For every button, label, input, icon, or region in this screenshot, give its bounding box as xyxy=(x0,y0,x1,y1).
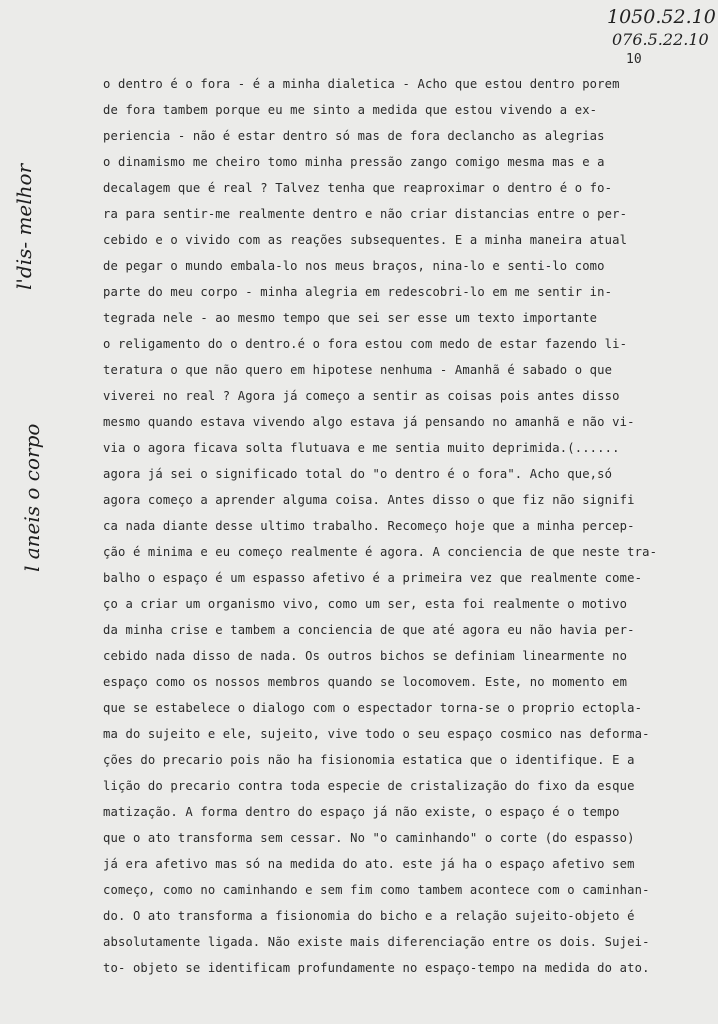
text-line: da minha crise e tambem a conciencia de que até agora eu não havia per- xyxy=(103,623,635,637)
margin-handwritten-note-top: l'dis- melhor xyxy=(12,163,36,290)
text-line: lição do precario contra toda especie de cristalização do fixo da esque xyxy=(103,779,635,793)
text-line: via o agora ficava solta flutuava e me sentia muito deprimida.(...... xyxy=(103,441,620,455)
text-line: que o ato transforma sem cessar. No "o caminhando" o corte (do espasso) xyxy=(103,831,635,845)
text-line: o dentro é o fora - é a minha dialetica - Acho que estou dentro porem xyxy=(103,77,620,91)
text-line: o religamento do o dentro.é o fora estou com medo de estar fazendo li- xyxy=(103,337,628,351)
text-line: mesmo quando estava vivendo algo estava já pensando no amanhã e não vi- xyxy=(103,415,635,429)
text-line: absolutamente ligada. Não existe mais diferenciação entre os dois. Sujei- xyxy=(103,935,650,949)
text-line: teratura o que não quero em hipotese nenhuma - Amanhã é sabado o que xyxy=(103,363,613,377)
text-line: agora começo a aprender alguma coisa. Antes disso o que fiz não signifi xyxy=(103,493,635,507)
margin-handwritten-note-bottom: l aneis o corpo xyxy=(20,423,44,572)
text-line: de fora tambem porque eu me sinto a medida que estou vivendo a ex- xyxy=(103,103,598,117)
archive-code-2: 076.5.22.10 xyxy=(612,30,709,49)
text-line: balho o espaço é um espasso afetivo é a primeira vez que realmente come- xyxy=(103,571,643,585)
text-line: viverei no real ? Agora já começo a sentir as coisas pois antes disso xyxy=(103,389,620,403)
text-line: do. O ato transforma a fisionomia do bicho e a relação sujeito-objeto é xyxy=(103,909,635,923)
text-line: tegrada nele - ao mesmo tempo que sei ser esse um texto importante xyxy=(103,311,598,325)
text-line: parte do meu corpo - minha alegria em redescobri-lo em me sentir in- xyxy=(103,285,613,299)
text-line: ra para sentir-me realmente dentro e não criar distancias entre o per- xyxy=(103,207,628,221)
text-line: ções do precario pois não ha fisionomia estatica que o identifique. E a xyxy=(103,753,635,767)
text-line: decalagem que é real ? Talvez tenha que reaproximar o dentro é o fo- xyxy=(103,181,613,195)
text-line: espaço como os nossos membros quando se locomovem. Este, no momento em xyxy=(103,675,628,689)
text-line: cebido e o vivido com as reações subsequentes. E a minha maneira atual xyxy=(103,233,628,247)
text-line: matização. A forma dentro do espaço já não existe, o espaço é o tempo xyxy=(103,805,620,819)
text-line: cebido nada disso de nada. Os outros bichos se definiam linearmente no xyxy=(103,649,628,663)
text-line: periencia - não é estar dentro só mas de fora declancho as alegrias xyxy=(103,129,605,143)
text-line: começo, como no caminhando e sem fim como tambem acontece com o caminhan- xyxy=(103,883,650,897)
text-line: ção é minima e eu começo realmente é agora. A conciencia de que neste tra- xyxy=(103,545,658,559)
text-line: to- objeto se identificam profundamente no espaço-tempo na medida do ato. xyxy=(103,961,650,975)
text-line: que se estabelece o dialogo com o espectador torna-se o proprio ectopla- xyxy=(103,701,643,715)
text-line: o dinamismo me cheiro tomo minha pressão zango comigo mesma mas e a xyxy=(103,155,605,169)
archive-code-1: 1050.52.10 xyxy=(607,6,716,28)
text-line: ma do sujeito e ele, sujeito, vive todo o seu espaço cosmico nas deforma- xyxy=(103,727,650,741)
text-line: já era afetivo mas só na medida do ato. este já ha o espaço afetivo sem xyxy=(103,857,635,871)
text-line: agora já sei o significado total do "o dentro é o fora". Acho que,só xyxy=(103,467,613,481)
text-line: de pegar o mundo embala-lo nos meus braços, nina-lo e senti-lo como xyxy=(103,259,605,273)
page-number: 10 xyxy=(626,52,642,67)
text-line: ca nada diante desse ultimo trabalho. Recomeço hoje que a minha percep- xyxy=(103,519,635,533)
text-line: ço a criar um organismo vivo, como um ser, esta foi realmente o motivo xyxy=(103,597,628,611)
